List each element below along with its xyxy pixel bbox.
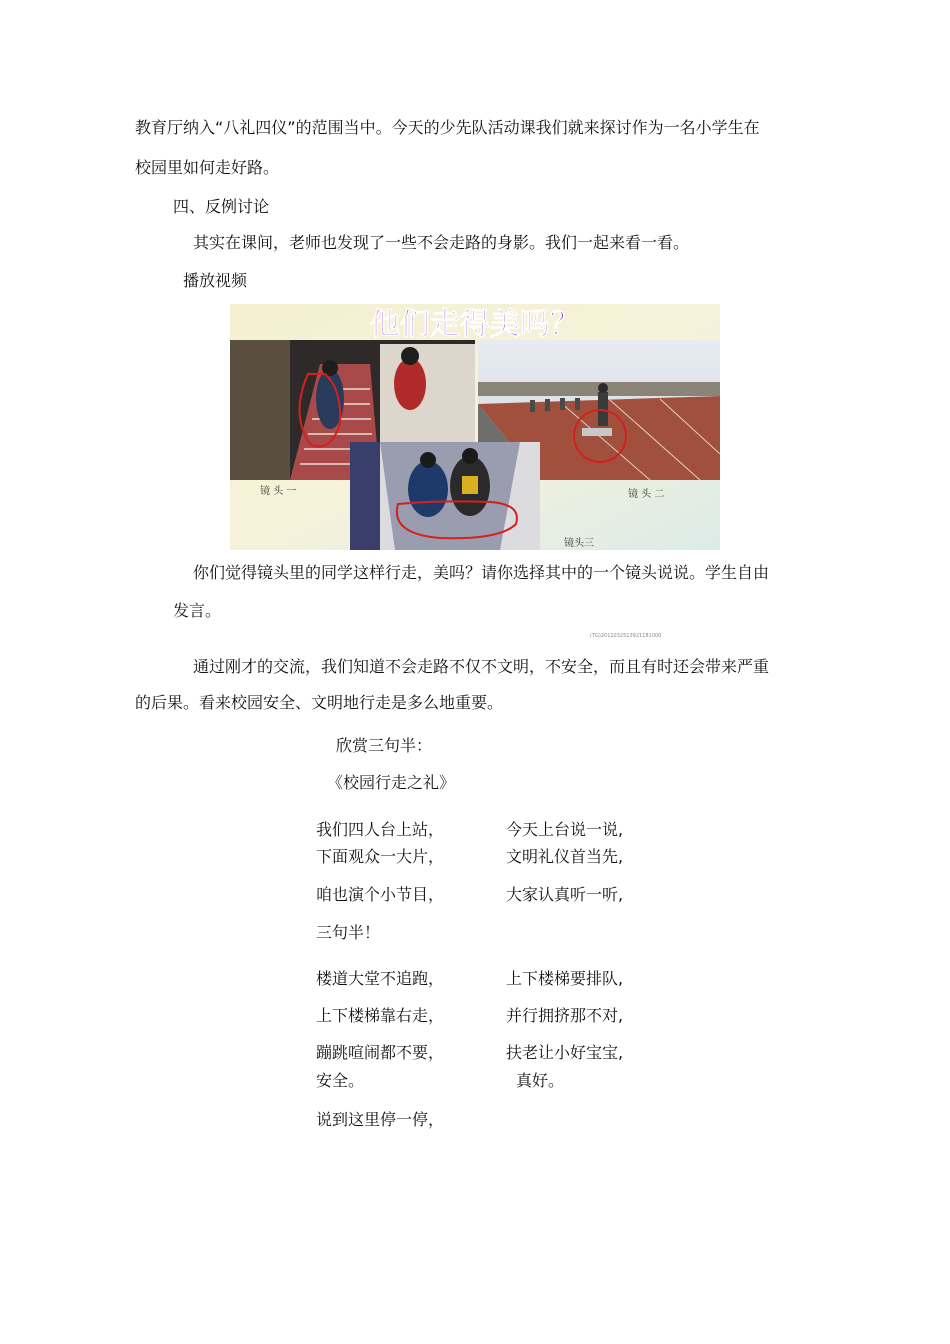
intro-line-2: 校园里如何走好路。 [135,158,280,177]
paragraph-2-line-1: 你们觉得镜头里的同学这样行走，美吗？请你选择其中的一个镜头说说。学生自由 [193,563,770,582]
poem-left-line: 楼道大堂不追跑， [316,969,445,988]
shot-3-label: 镜头三 [564,538,594,549]
video-collage-image [230,304,720,550]
paragraph-2-line-2: 发言。 [173,601,222,620]
shot-1-label: 镜 头 一 [260,486,297,497]
poem-right-line: 上下楼梯要排队, [506,969,624,988]
tiny-code: (TG)2011032513921181000 [590,633,662,639]
poem-right-line: 并行拥挤那不对, [506,1006,624,1025]
poem-right-line: 扶老让小好宝宝, [506,1043,624,1062]
poem-left-line: 说到这里停一停， [316,1110,445,1129]
poem-right-line: 真好。 [516,1071,565,1090]
poem-left-line: 上下楼梯靠右走， [316,1006,445,1025]
poem-right-line: 文明礼仪首当先, [506,847,624,866]
poem-title: 《校园行走之礼》 [327,773,456,792]
poem-right-line: 大家认真听一听, [506,885,624,904]
intro-line-1: 教育厅纳入“八礼四仪”的范围当中。今天的少先队活动课我们就来探讨作为一名小学生在 [135,118,760,137]
poem-left-line: 安全。 [316,1071,365,1090]
poem-left-line: 三句半！ [316,923,381,942]
poem-right-line: 今天上台说一说, [506,820,624,839]
paragraph-3-line-1: 通过刚才的交流，我们知道不会走路不仅不文明，不安全，而且有时还会带来严重 [193,657,770,676]
paragraph-1: 其实在课间，老师也发现了一些不会走路的身影。我们一起来看一看。 [193,233,690,252]
video-label: 播放视频 [183,271,248,290]
poem-left-line: 下面观众一大片， [316,847,445,866]
poem-left-line: 咱也演个小节目， [316,885,445,904]
section-heading: 四、反例讨论 [173,197,270,216]
shot-2-label: 镜 头 二 [628,489,665,500]
paragraph-3-line-2: 的后果。看来校园安全、文明地行走是多么地重要。 [135,693,504,712]
poem-intro: 欣赏三句半： [336,736,433,755]
figure-title: 他们走得美吗？ [370,308,580,341]
shot-3-photo [350,442,540,550]
poem-left-line: 我们四人台上站， [316,820,445,839]
poem-left-line: 蹦跳喧闹都不要， [316,1043,445,1062]
